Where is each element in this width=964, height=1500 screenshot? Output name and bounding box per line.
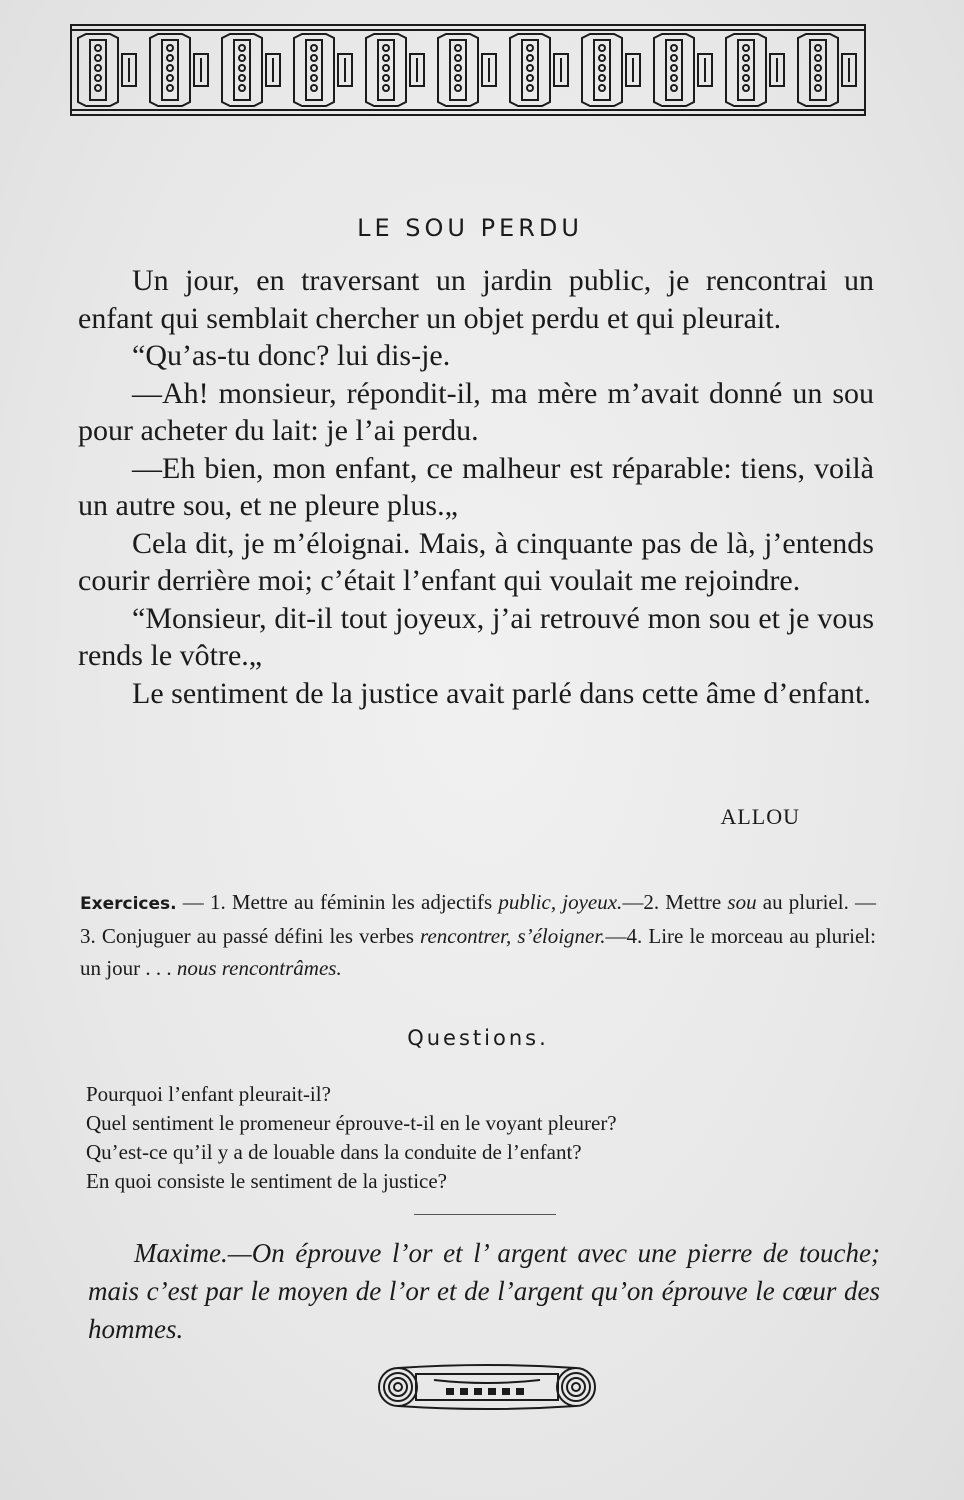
question-item: Quel sentiment le promeneur éprouve-t-il en le voyant pleurer?: [86, 1111, 617, 1135]
exercise-text: 1. Mettre au féminin les adjectifs: [209, 890, 499, 914]
exercise-italic: public, joyeux.: [498, 890, 623, 914]
exercise-italic: rencontrer, s’éloigner.: [420, 924, 606, 948]
question-item: Pourquoi l’enfant pleurait-il?: [86, 1082, 331, 1106]
questions-heading: Questions.: [407, 1026, 549, 1050]
paragraph: Le sentiment de la justice avait parlé dans cette âme d’enfant.: [132, 676, 871, 710]
exercise-text: —2. Mettre: [622, 890, 728, 914]
story-text: [78, 262, 874, 712]
paragraph: —Eh bien, mon enfant, ce malheur est réparable: tiens, voilà un autre sou, et ne pleure plus.„: [78, 451, 874, 522]
exercise-italic: nous rencontrâmes.: [176, 956, 342, 980]
author-signature: ALLOU: [720, 804, 800, 829]
paragraph: “Monsieur, dit-il tout joyeux, j’ai retrouvé mon sou et je vous rends le vôtre.„: [78, 601, 874, 672]
exercise-text: au pluriel. — 3. Conjuguer au passé défini les verbes: [80, 890, 877, 948]
ornamental-border-icon: [70, 24, 866, 116]
scroll-ornament-icon: [376, 1364, 598, 1410]
paragraph: “Qu’as-tu donc? lui dis-je.: [132, 339, 451, 372]
exercise-italic: sou: [727, 890, 757, 914]
exercise-separator: —: [176, 890, 210, 914]
maxim-content: Maxime.—On éprouve l’or et l’ argent avec une pierre de touche; mais c’est par le moyen de l’or et de l’argent qu’on éprouve le cœur des hommes.: [88, 1238, 880, 1344]
paragraph: Cela dit, je m’éloignai. Mais, à cinquante pas de là, j’entends courir derrière moi; c’était l’enfant qui voulait me rejoindre.: [78, 526, 874, 597]
paragraph: Un jour, en traversant un jardin public, je rencontrai un enfant qui semblait chercher un objet perdu et qui pleurait.: [78, 264, 874, 335]
exercises-block: [80, 886, 876, 984]
paragraph: —Ah! monsieur, répondit-il, ma mère m’avait donné un sou pour acheter du lait: je l’ai perdu.: [78, 376, 874, 447]
page-title: LE SOU PERDU: [357, 214, 583, 243]
questions-list: [86, 1080, 876, 1196]
divider-line: [414, 1214, 556, 1215]
question-item: Qu’est-ce qu’il y a de louable dans la conduite de l’enfant?: [86, 1140, 582, 1164]
exercise-text: —4. Lire le morceau au pluriel: un jour . . .: [80, 924, 876, 980]
maxim-text: [88, 1234, 880, 1348]
exercises-label: Exercices.: [80, 894, 177, 914]
question-item: En quoi consiste le sentiment de la justice?: [86, 1169, 447, 1193]
